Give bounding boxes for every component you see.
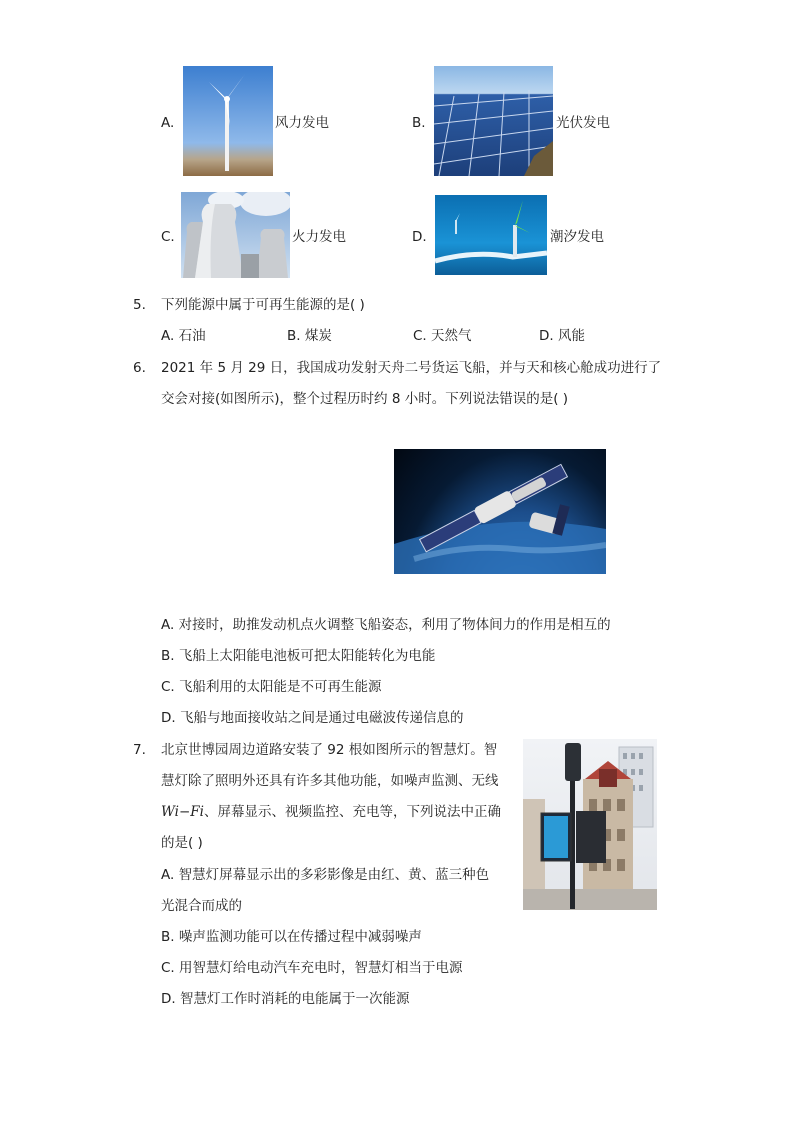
q4-option-a-label: 风力发电 (275, 115, 329, 131)
q5-option-d: D. 风能 (539, 328, 585, 344)
cooling-towers-image (181, 192, 290, 278)
q5-number: 5. (133, 297, 146, 313)
q4-option-b-letter: B. (412, 115, 426, 131)
q7-option-a-line2: 光混合而成的 (161, 898, 242, 914)
q6-option-b: B. 飞船上太阳能电池板可把太阳能转化为电能 (161, 648, 436, 664)
q4-option-a-letter: A. (161, 115, 175, 131)
q4-option-d-label: 潮汐发电 (550, 229, 604, 245)
q7-option-c: C. 用智慧灯给电动汽车充电时，智慧灯相当于电源 (161, 960, 463, 976)
q4-option-b-label: 光伏发电 (556, 115, 610, 131)
space-station-image (394, 449, 606, 574)
tidal-turbine-image (435, 195, 547, 275)
q7-stem-line4: 的是( ) (161, 835, 203, 851)
q5-option-c: C. 天然气 (413, 328, 472, 344)
q7-number: 7. (133, 742, 146, 758)
smart-lamp-image (523, 739, 657, 910)
q6-stem-line1: 2021 年 5 月 29 日，我国成功发射天舟二号货运飞船，并与天和核心舱成功进行了 (161, 360, 662, 376)
q4-option-d-letter: D. (412, 229, 427, 245)
q5-stem: 下列能源中属于可再生能源的是( ) (161, 297, 365, 313)
q4-option-c-label: 火力发电 (292, 229, 346, 245)
q5-option-b: B. 煤炭 (287, 328, 332, 344)
q5-option-a: A. 石油 (161, 328, 206, 344)
q7-option-b: B. 噪声监测功能可以在传播过程中减弱噪声 (161, 929, 422, 945)
q6-number: 6. (133, 360, 146, 376)
q7-option-d: D. 智慧灯工作时消耗的电能属于一次能源 (161, 991, 410, 1007)
q7-stem-line2: 慧灯除了照明外还具有许多其他功能，如噪声监测、无线 (161, 773, 499, 789)
q6-option-a: A. 对接时，助推发动机点火调整飞船姿态，利用了物体间力的作用是相互的 (161, 617, 611, 633)
q6-option-c: C. 飞船利用的太阳能是不可再生能源 (161, 679, 382, 695)
q7-stem-line1: 北京世博园周边道路安装了 92 根如图所示的智慧灯。智 (161, 742, 498, 758)
q6-option-d: D. 飞船与地面接收站之间是通过电磁波传递信息的 (161, 710, 464, 726)
q7-option-a-line1: A. 智慧灯屏幕显示出的多彩影像是由红、黄、蓝三种色 (161, 867, 490, 883)
q4-option-c-letter: C. (161, 229, 175, 245)
q7-stem-line3-rest: 、屏幕显示、视频监控、充电等，下列说法中正确 (203, 804, 501, 820)
solar-panels-image (434, 66, 553, 176)
q6-stem-line2: 交会对接(如图所示)，整个过程历时约 8 小时。下列说法错误的是( ) (161, 391, 569, 407)
wifi-math-text: Wi−Fi (161, 804, 204, 820)
q7-stem-line3 (161, 802, 501, 822)
wind-turbine-image (183, 66, 273, 176)
